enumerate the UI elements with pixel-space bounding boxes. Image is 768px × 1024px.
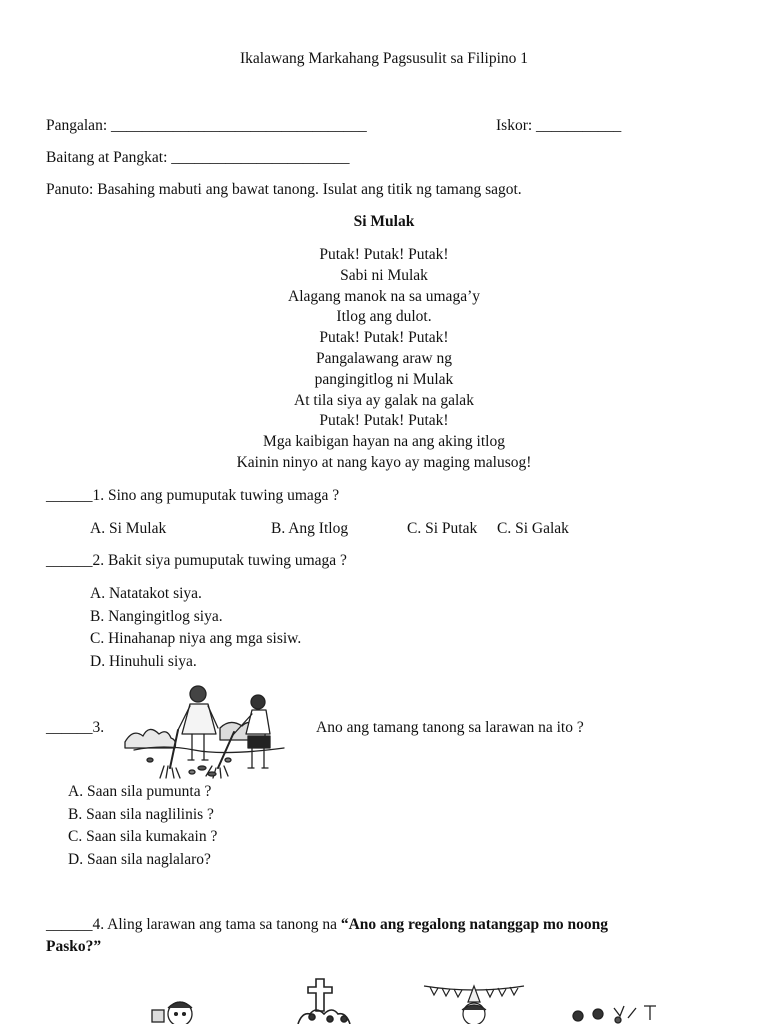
poem — [0, 245, 768, 474]
poem-line: Pangalawang araw ng — [315, 349, 452, 367]
poem-line: Putak! Putak! Putak! — [319, 329, 449, 347]
q3-choice-a: A. Saan sila pumunta ? — [68, 783, 212, 800]
question-4 — [46, 916, 608, 934]
q1-choice-a: A. Si Mulak — [90, 520, 167, 537]
question-3-number: ______3. — [46, 719, 105, 736]
score-field[interactable]: Iskor: ___________ — [496, 117, 622, 134]
children-sweeping-illustration — [120, 680, 306, 780]
question-2: ______2. Bakit siya pumuputak tuwing umaga ? — [46, 552, 347, 569]
poem-line: Sabi ni Mulak — [340, 266, 428, 284]
poem-line: Itlog ang dulot. — [336, 308, 432, 326]
poem-line: Kainin ninyo at nang kayo ay maging malusog! — [236, 453, 532, 471]
poem-line: Mga kaibigan hayan na ang aking itlog — [263, 433, 505, 451]
q2-choice-a: A. Natatakot siya. — [90, 585, 202, 602]
q3-choice-d: D. Saan sila naglalaro? — [68, 851, 211, 868]
instructions: Panuto: Basahing mabuti ang bawat tanong. Isulat ang titik ng tamang sagot. — [46, 181, 522, 198]
q1-choice-d: C. Si Galak — [497, 520, 569, 537]
question-4-bold-text: “Ano ang regalong natanggap mo noong — [340, 916, 608, 933]
q2-choice-d: D. Hinuhuli siya. — [90, 653, 197, 670]
q3-choice-c: C. Saan sila kumakain ? — [68, 828, 218, 845]
q1-choice-c: C. Si Putak — [407, 520, 478, 537]
page-title: Ikalawang Markahang Pagsusulit sa Filipino 1 — [240, 50, 528, 67]
poem-line: pangingitlog ni Mulak — [314, 370, 454, 388]
boy-with-gift-illustration — [140, 990, 230, 1024]
church-illustration — [290, 975, 360, 1024]
grade-section-field[interactable]: Baitang at Pangkat: _______________________ — [46, 149, 350, 166]
q2-choice-b: B. Nangingitlog siya. — [90, 608, 223, 625]
question-4-text: ______4. Aling larawan ang tama sa tanong na — [46, 916, 341, 933]
poem-line: Putak! Putak! Putak! — [319, 412, 449, 430]
kids-playing-illustration — [568, 1000, 664, 1024]
q1-choice-b: B. Ang Itlog — [271, 520, 349, 537]
party-girl-illustration — [420, 980, 530, 1024]
question-1: ______1. Sino ang pumuputak tuwing umaga ? — [46, 487, 340, 504]
question-3-text: Ano ang tamang tanong sa larawan na ito ? — [316, 719, 584, 736]
question-4-continuation: Pasko?” — [46, 938, 102, 955]
poem-line: Putak! Putak! Putak! — [319, 246, 449, 263]
poem-title: Si Mulak — [353, 213, 415, 230]
poem-line: At tila siya ay galak na galak — [294, 391, 474, 409]
q2-choice-c: C. Hinahanap niya ang mga sisiw. — [90, 630, 302, 647]
name-field[interactable]: Pangalan: _________________________________ — [46, 117, 367, 134]
q3-choice-b: B. Saan sila naglilinis ? — [68, 806, 214, 823]
poem-line: Alagang manok na sa umaga’y — [288, 287, 480, 305]
